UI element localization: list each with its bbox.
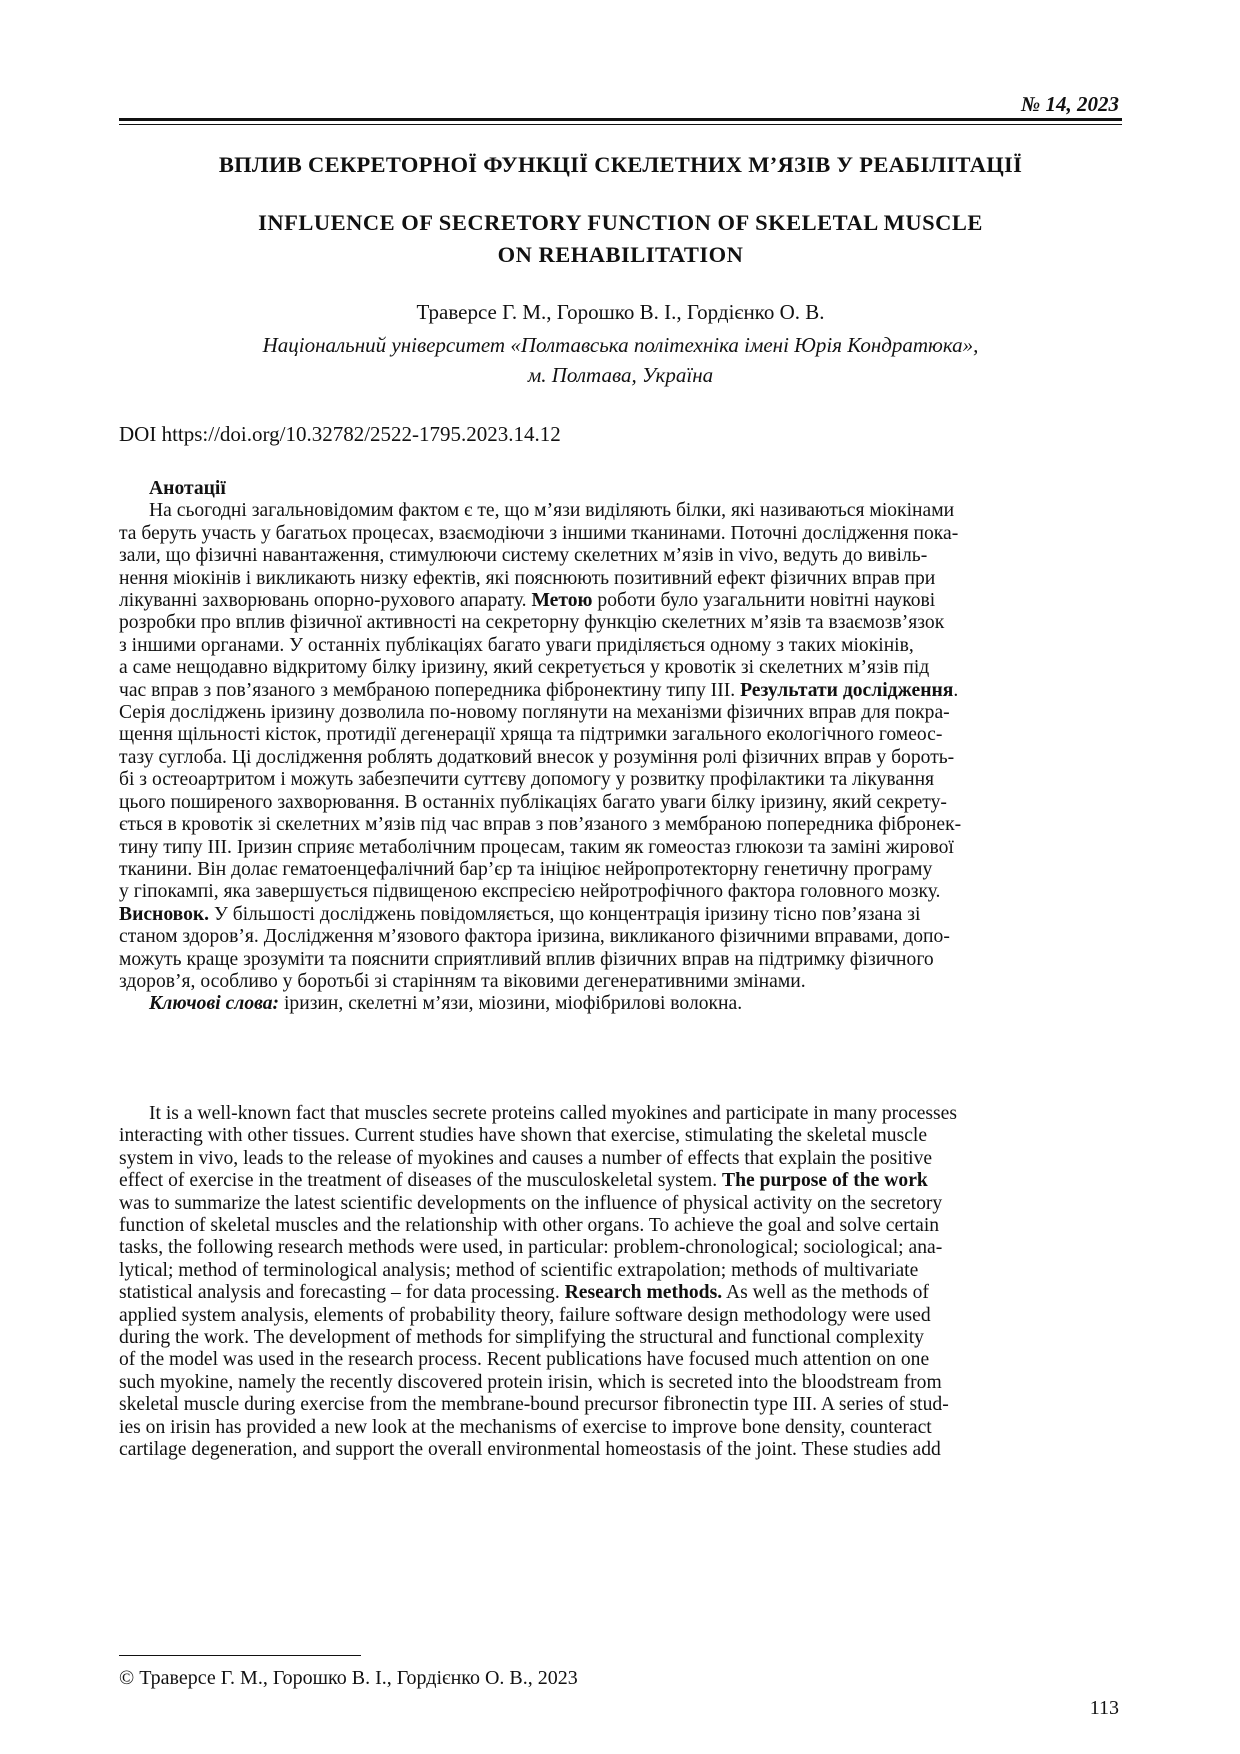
abstract-ua-line: з іншими органами. У останніх публікаціях багато уваги приділяється одному з таких міокінів, bbox=[119, 634, 914, 656]
header-rule-thick bbox=[119, 118, 1122, 121]
purpose-label: The purpose of the work bbox=[722, 1170, 928, 1192]
abstract-en-line: lytical; method of terminological analysis; method of scientific extrapolation; methods of multivariate bbox=[119, 1259, 919, 1281]
abstract-ua-line: Серія досліджень іризину дозволила по-новому поглянути на механізми фізичних вправ для покра- bbox=[119, 702, 950, 724]
abstract-ua-text: роботи було узагальнити новітні наукові bbox=[597, 590, 936, 612]
footnote-rule bbox=[119, 1655, 361, 1656]
abstract-ua-text: лікуванні захворювань опорно-рухового апарату. bbox=[119, 590, 527, 612]
abstract-ukrainian bbox=[119, 478, 1122, 1016]
abstract-ua-line: тину типу ІІІ. Іризин сприяє метаболічним процесам, таким як гомеостаз глюкози та заміні жирової bbox=[119, 836, 954, 858]
abstract-en-line: such myokine, namely the recently discovered protein irisin, which is secreted into the bloodstream from bbox=[119, 1371, 942, 1393]
authors: Траверсе Г. М., Горошко В. І., Гордієнко О. В. bbox=[416, 300, 825, 324]
keywords bbox=[119, 993, 1122, 1015]
abstract-ua-line: тканини. Він долає гематоенцефалічний бар’єр та ініціює нейропротекторну генетичну програму bbox=[119, 858, 933, 880]
conclusion-label: Висновок. bbox=[119, 903, 210, 925]
abstract-en-line bbox=[119, 1170, 1122, 1192]
header-rule-thin bbox=[119, 124, 1122, 125]
aim-label: Метою bbox=[531, 590, 593, 612]
affiliation bbox=[119, 330, 1122, 390]
abstract-ua-line: тазу суглоба. Ці дослідження роблять додатковий внесок у розуміння ролі фізичних вправ у бороть- bbox=[119, 746, 955, 768]
abstract-ua-line: нення міокінів і викликають низку ефектів, які пояснюють позитивний ефект фізичних вправ при bbox=[119, 567, 936, 589]
abstract-en-line: was to summarize the latest scientific developments on the influence of physical activity on the secretory bbox=[119, 1192, 943, 1214]
abstract-ua-line bbox=[119, 904, 1122, 926]
title-english bbox=[119, 207, 1122, 271]
abstract-english bbox=[119, 1103, 1122, 1462]
abstract-ua-line: На сьогодні загальновідомим фактом є те, що м’язи виділяють білки, які називаються міокінами bbox=[149, 500, 955, 522]
abstract-ua-line: у гіпокампі, яка завершується підвищеною експресією нейротрофічного фактора головного мозку. bbox=[119, 881, 941, 903]
abstract-en-line: system in vivo, leads to the release of myokines and causes a number of effects that explain the positive bbox=[119, 1147, 933, 1169]
results-label: Результати дослідження bbox=[740, 679, 954, 701]
page-number: 113 bbox=[1089, 1697, 1119, 1719]
abstract-en-line: of the model was used in the research process. Recent publications have focused much attention on one bbox=[119, 1349, 930, 1371]
abstract-en-line: tasks, the following research methods were used, in particular: problem-chronological; sociological; ana- bbox=[119, 1237, 943, 1259]
abstract-ua-line: ється в кровотік зі скелетних м’язів під час вправ з пов’язаного з мембраною попередника фібронек- bbox=[119, 814, 962, 836]
abstract-en-text: effect of exercise in the treatment of diseases of the musculoskeletal system. bbox=[119, 1170, 718, 1192]
abstract-ua-line: зали, що фізичні навантаження, стимулюючи систему скелетних м’язів in vivo, ведуть до вивіль- bbox=[119, 545, 928, 567]
abstract-ua-line: можуть краще зрозуміти та пояснити сприятливий вплив фізичних вправ на підтримку фізичного bbox=[119, 948, 934, 970]
abstract-en-line: ies on irisin has provided a new look at the mechanisms of exercise to improve bone density, counteract bbox=[119, 1416, 932, 1438]
title-english-line-1: INFLUENCE OF SECRETORY FUNCTION OF SKELETAL MUSCLE bbox=[258, 210, 983, 235]
keywords-label: Ключові слова: bbox=[149, 993, 280, 1015]
abstract-ua-line bbox=[119, 590, 1122, 612]
abstract-ua-line: цього поширеного захворювання. В останніх публікаціях багато уваги білку іризину, який секрету- bbox=[119, 791, 947, 813]
abstract-en-line: It is a well-known fact that muscles secrete proteins called myokines and participate in many processes bbox=[149, 1103, 957, 1124]
abstract-en-line bbox=[119, 1282, 1122, 1304]
keywords-text: іризин, скелетні м’язи, міозини, міофібрилові волокна. bbox=[283, 993, 743, 1015]
abstract-ua-text: У більшості досліджень повідомляється, що концентрація іризину тісно пов’язана зі bbox=[214, 903, 921, 925]
abstract-ua-line: а саме нещодавно відкритому білку іризину, який секретується у кровотік зі скелетних м’язів під bbox=[119, 657, 930, 679]
abstract-ua-line: станом здоров’я. Дослідження м’язового фактора іризина, викликаного фізичними вправами, допо- bbox=[119, 926, 950, 948]
abstract-ua-text: . bbox=[953, 679, 959, 701]
title-ukrainian: ВПЛИВ СЕКРЕТОРНОЇ ФУНКЦІЇ СКЕЛЕТНИХ М’ЯЗІВ У РЕАБІЛІТАЦІЇ bbox=[218, 152, 1023, 177]
abstract-en-text: statistical analysis and forecasting – for data processing. bbox=[119, 1282, 560, 1304]
methods-label: Research methods. bbox=[564, 1282, 723, 1304]
abstract-en-text: As well as the methods of bbox=[725, 1282, 929, 1304]
abstract-en-line: function of skeletal muscles and the relationship with other organs. To achieve the goal and solve certain bbox=[119, 1215, 940, 1237]
abstract-en-line: cartilage degeneration, and support the overall environmental homeostasis of the joint. These studies add bbox=[119, 1439, 941, 1461]
copyright-footnote: © Траверсе Г. М., Горошко В. І., Гордієнко О. В., 2023 bbox=[119, 1667, 578, 1689]
issue-number: № 14, 2023 bbox=[1021, 92, 1119, 116]
doi-link[interactable]: DOI https://doi.org/10.32782/2522-1795.2023.14.12 bbox=[119, 422, 561, 446]
abstract-en-line: interacting with other tissues. Current studies have shown that exercise, stimulating the skeletal muscle bbox=[119, 1125, 928, 1147]
abstract-ua-text: час вправ з пов’язаного з мембраною попередника фібронектину типу ІІІ. bbox=[119, 679, 736, 701]
abstract-heading: Анотації bbox=[149, 478, 226, 499]
abstract-ua-line: розробки про вплив фізичної активності на секреторну функцію скелетних м’язів та взаємозв’язок bbox=[119, 612, 945, 634]
affiliation-line-1: Національний університет «Полтавська політехніка імені Юрія Кондратюка», bbox=[262, 333, 979, 357]
abstract-en-line: skeletal muscle during exercise from the membrane-bound precursor fibronectin type III. A series of stud- bbox=[119, 1394, 949, 1416]
abstract-ua-line: здоров’я, особливо у боротьбі зі старінням та віковими дегенеративними змінами. bbox=[119, 970, 806, 992]
abstract-en-line: during the work. The development of methods for simplifying the structural and functional complexity bbox=[119, 1327, 924, 1349]
title-english-line-2: ON REHABILITATION bbox=[497, 242, 744, 267]
abstract-ua-line: щення щільності кісток, протидії дегенерації хряща та підтримки загального екологічного гомеос- bbox=[119, 724, 943, 746]
abstract-ua-line: бі з остеоартритом і можуть забезпечити суттєву допомогу у розвитку профілактики та лікування bbox=[119, 769, 935, 791]
abstract-en-line: applied system analysis, elements of probability theory, failure software design methodology were used bbox=[119, 1304, 931, 1326]
abstract-ua-line bbox=[119, 680, 1122, 702]
abstract-ua-line: та беруть участь у багатьох процесах, взаємодіючи з іншими тканинами. Поточні дослідження пока- bbox=[119, 522, 959, 544]
affiliation-line-2: м. Полтава, Україна bbox=[527, 363, 714, 387]
